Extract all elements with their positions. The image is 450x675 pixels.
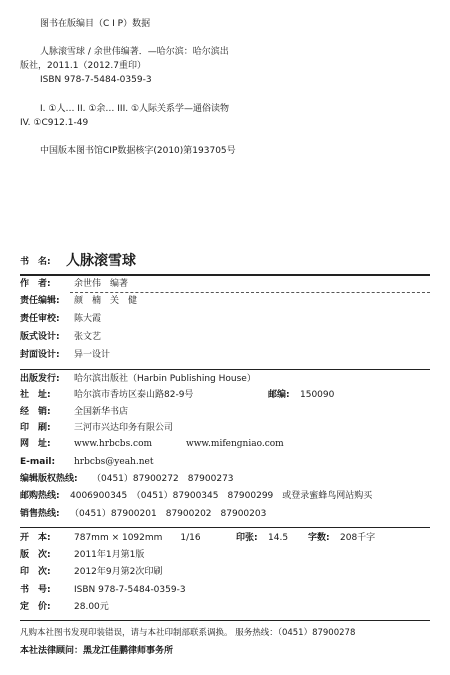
- cip-header: 图书在版编目（C I P）数据: [40, 19, 151, 29]
- legal-counsel: 本社法律顾问：黑龙江佳鹏律师事务所: [20, 646, 174, 656]
- section-rule: [20, 369, 430, 370]
- cover-label: 封面设计:: [20, 350, 60, 360]
- format-label: 开 本:: [20, 533, 51, 543]
- section-rule: [20, 527, 430, 528]
- isbn: ISBN 978-7-5484-0359-3: [74, 585, 186, 595]
- website-link[interactable]: www.hrbcbs.com: [74, 439, 153, 449]
- address: 哈尔滨市香坊区泰山路82-9号: [74, 390, 194, 400]
- publisher-label: 出版发行:: [20, 374, 60, 384]
- postcode-label: 邮编:: [268, 390, 290, 400]
- email-label: E-mail:: [20, 457, 56, 467]
- cip-line-2: 版社，2011.1（2012.7重印）: [20, 61, 146, 71]
- cip-line-4: I. ①人… II. ①余… III. ①人际关系学—通俗读物: [40, 104, 230, 114]
- price-label: 定 价:: [20, 602, 51, 612]
- sales-label: 销售热线:: [20, 509, 60, 519]
- hotline: （0451）87900272 87900273: [92, 474, 234, 484]
- cip-line-1: 人脉滚雪球 / 余世伟编著．—哈尔滨：哈尔滨出: [40, 47, 229, 57]
- mail-order: 4006900345 （0451）87900345 87900299 或登录蜜蜂鸟网站购买: [70, 491, 373, 501]
- cip-line-5: IV. ①C912.1-49: [20, 118, 89, 128]
- title-rule: [20, 274, 430, 276]
- printing: 2012年9月第2次印刷: [74, 567, 163, 577]
- divider: [70, 292, 430, 293]
- email-link[interactable]: hrbcbs@yeah.net: [74, 457, 154, 467]
- layout-designer: 张文艺: [74, 332, 102, 342]
- reviewer: 陈大霞: [74, 314, 102, 324]
- editor-label: 责任编辑:: [20, 296, 60, 306]
- edition-label: 版 次:: [20, 550, 51, 560]
- sales: （0451）87900201 87900202 87900203: [70, 509, 267, 519]
- website-link[interactable]: www.mifengniao.com: [186, 439, 284, 449]
- format: 787mm × 1092mm 1/16: [74, 533, 201, 543]
- distributor-label: 经 销:: [20, 407, 51, 417]
- layout-label: 版式设计:: [20, 332, 60, 342]
- publisher: 哈尔滨出版社（Harbin Publishing House）: [74, 374, 256, 384]
- cover-designer: 异一设计: [74, 350, 111, 360]
- words: 208千字: [340, 533, 376, 543]
- edition: 2011年1月第1版: [74, 550, 145, 560]
- reviewer-label: 责任审校:: [20, 314, 60, 324]
- hotline-label: 编辑版权热线:: [20, 474, 78, 484]
- printer-label: 印 刷:: [20, 423, 51, 433]
- author-label: 作 者:: [20, 279, 51, 289]
- words-label: 字数:: [308, 533, 330, 543]
- author: 余世伟 编著: [74, 279, 129, 289]
- section-rule: [20, 620, 430, 621]
- cip-csn: 中国版本图书馆CIP数据核字(2010)第193705号: [40, 146, 236, 156]
- book-title: 人脉滚雪球: [66, 253, 136, 269]
- sheets-label: 印张:: [236, 533, 258, 543]
- title-label: 书 名:: [20, 257, 51, 267]
- editor: 颜 楠 关 健: [74, 296, 138, 306]
- cip-line-3: ISBN 978-7-5484-0359-3: [40, 75, 152, 85]
- postcode: 150090: [300, 390, 335, 400]
- footer-notice: 凡购本社图书发现印装错误，请与本社印制部联系调换。 服务热线：（0451）87900278: [20, 628, 356, 638]
- website-label: 网 址:: [20, 439, 51, 449]
- price: 28.00元: [74, 602, 109, 612]
- printing-label: 印 次:: [20, 567, 51, 577]
- distributor: 全国新华书店: [74, 407, 129, 417]
- address-label: 社 址:: [20, 390, 51, 400]
- sheets: 14.5: [268, 533, 289, 543]
- isbn-label: 书 号:: [20, 585, 51, 595]
- mail-order-label: 邮购热线:: [20, 491, 60, 501]
- printer: 三河市兴达印务有限公司: [74, 423, 174, 433]
